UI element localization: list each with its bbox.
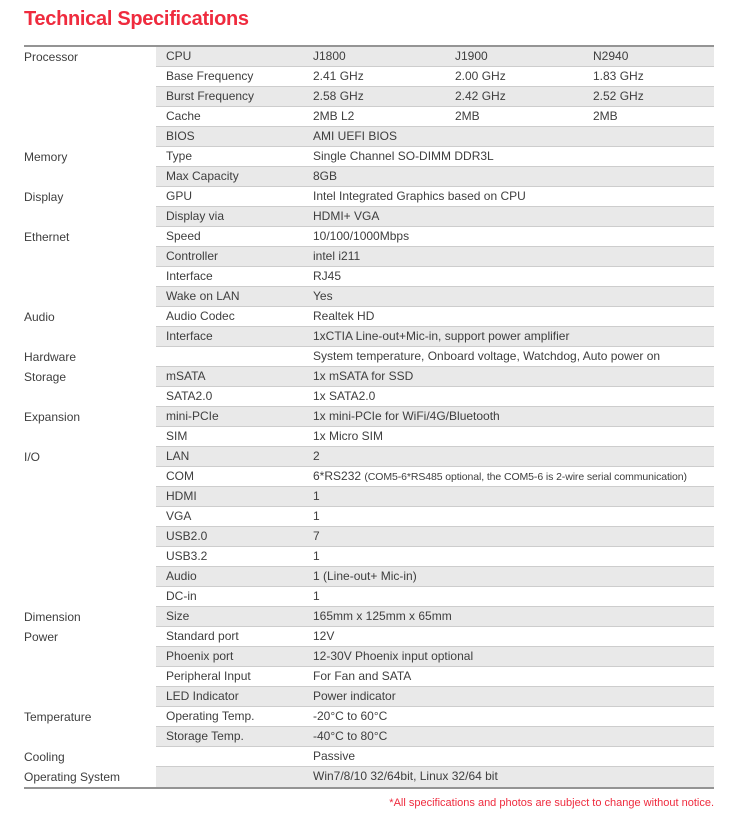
value-area bbox=[310, 347, 714, 366]
category-label bbox=[24, 567, 156, 587]
value-cell bbox=[313, 707, 714, 726]
attribute-label: Storage Temp. bbox=[166, 729, 244, 743]
spec-row bbox=[24, 687, 714, 707]
value-area bbox=[310, 567, 714, 586]
value-cell: J1800 bbox=[313, 49, 346, 63]
category-label bbox=[24, 427, 156, 447]
spec-row-body bbox=[156, 727, 714, 747]
spec-row-body bbox=[156, 247, 714, 267]
value-area bbox=[310, 267, 714, 286]
value-area bbox=[310, 507, 714, 526]
category-label bbox=[24, 127, 156, 147]
value-cell bbox=[313, 587, 714, 606]
value-area bbox=[310, 387, 714, 406]
value-text: AMI UEFI BIOS bbox=[313, 129, 398, 143]
spec-row bbox=[24, 427, 714, 447]
value-cell bbox=[313, 447, 714, 466]
spec-row bbox=[24, 227, 714, 247]
category-label bbox=[24, 507, 156, 527]
attribute-label bbox=[156, 347, 310, 366]
spec-row-body bbox=[156, 627, 714, 647]
attribute-label bbox=[156, 747, 310, 766]
value-text: 12-30V Phoenix input optional bbox=[313, 649, 474, 663]
spec-row bbox=[24, 487, 714, 507]
value-cell bbox=[313, 367, 714, 386]
spec-row-body bbox=[156, 287, 714, 307]
category-label: Hardware bbox=[24, 347, 156, 367]
value-cell bbox=[313, 227, 714, 246]
spec-row bbox=[24, 707, 714, 727]
value-cell bbox=[313, 467, 714, 486]
category-label bbox=[24, 527, 156, 547]
category-label bbox=[24, 727, 156, 747]
category-label bbox=[24, 267, 156, 287]
attribute-label: Display via bbox=[166, 209, 225, 223]
category-label: Dimension bbox=[24, 607, 156, 627]
value-cell bbox=[313, 247, 714, 266]
spec-row-body bbox=[156, 87, 714, 107]
value-cell bbox=[313, 307, 714, 326]
value-text: intel i211 bbox=[313, 249, 361, 263]
attribute-label: Audio bbox=[166, 569, 197, 583]
spec-row bbox=[24, 127, 714, 147]
spec-row-body bbox=[156, 47, 714, 67]
value-cell: 2.58 GHz bbox=[313, 89, 364, 103]
category-label: Storage bbox=[24, 367, 156, 387]
value-area bbox=[310, 247, 714, 266]
spec-row bbox=[24, 447, 714, 467]
value-area bbox=[310, 67, 714, 86]
attribute-label: Max Capacity bbox=[166, 169, 239, 183]
spec-row bbox=[24, 727, 714, 747]
spec-row bbox=[24, 327, 714, 347]
value-text: Yes bbox=[313, 289, 333, 303]
spec-row-body bbox=[156, 167, 714, 187]
value-cell bbox=[313, 207, 714, 226]
spec-row bbox=[24, 547, 714, 567]
attribute-label: HDMI bbox=[166, 489, 197, 503]
value-cell bbox=[313, 147, 714, 166]
attribute-label: Cache bbox=[166, 109, 201, 123]
value-area bbox=[310, 447, 714, 466]
spec-row-body bbox=[156, 347, 714, 367]
attribute-label: Interface bbox=[166, 329, 213, 343]
value-area bbox=[310, 547, 714, 566]
value-area bbox=[310, 47, 714, 66]
value-cell bbox=[313, 767, 714, 787]
spec-row-body bbox=[156, 647, 714, 667]
spec-row bbox=[24, 287, 714, 307]
value-cell bbox=[313, 187, 714, 206]
value-text: 12V bbox=[313, 629, 335, 643]
category-label bbox=[24, 207, 156, 227]
category-label bbox=[24, 67, 156, 87]
attribute-label: Standard port bbox=[166, 629, 239, 643]
category-label bbox=[24, 487, 156, 507]
value-area bbox=[310, 227, 714, 246]
attribute-label: Burst Frequency bbox=[166, 89, 255, 103]
value-text: System temperature, Onboard voltage, Watchdog, Auto power on bbox=[313, 349, 661, 363]
attribute-label: Base Frequency bbox=[166, 69, 254, 83]
category-label: Ethernet bbox=[24, 227, 156, 247]
value-area bbox=[310, 427, 714, 446]
value-cell bbox=[313, 407, 714, 426]
value-area bbox=[310, 587, 714, 606]
value-cell bbox=[313, 727, 714, 746]
value-cell bbox=[313, 347, 714, 366]
value-area bbox=[310, 687, 714, 706]
category-label: Power bbox=[24, 627, 156, 647]
spec-row-body bbox=[156, 147, 714, 167]
value-cell bbox=[313, 567, 714, 586]
attribute-label: Wake on LAN bbox=[166, 289, 240, 303]
category-label bbox=[24, 647, 156, 667]
attribute-label: Type bbox=[166, 149, 193, 163]
spec-row-body bbox=[156, 567, 714, 587]
spec-row bbox=[24, 207, 714, 227]
spec-row-body bbox=[156, 507, 714, 527]
value-area bbox=[310, 607, 714, 626]
value-cell: 2MB bbox=[455, 109, 480, 123]
attribute-label: Audio Codec bbox=[166, 309, 235, 323]
value-area bbox=[310, 187, 714, 206]
attribute-label: mini-PCIe bbox=[166, 409, 219, 423]
spec-row bbox=[24, 307, 714, 327]
category-label bbox=[24, 247, 156, 267]
spec-row bbox=[24, 387, 714, 407]
value-area bbox=[310, 367, 714, 386]
attribute-label: mSATA bbox=[166, 369, 206, 383]
spec-row bbox=[24, 187, 714, 207]
value-text: 1 (Line-out+ Mic-in) bbox=[313, 569, 417, 583]
value-cell bbox=[313, 627, 714, 646]
value-text: 165mm x 125mm x 65mm bbox=[313, 609, 452, 623]
attribute-label: BIOS bbox=[166, 129, 195, 143]
category-label: Memory bbox=[24, 147, 156, 167]
value-cell bbox=[313, 267, 714, 286]
attribute-label: CPU bbox=[166, 49, 192, 63]
spec-row-body bbox=[156, 547, 714, 567]
spec-row-body bbox=[156, 687, 714, 707]
attribute-label: USB2.0 bbox=[166, 529, 208, 543]
category-label bbox=[24, 167, 156, 187]
value-cell bbox=[313, 667, 714, 686]
spec-row-body bbox=[156, 107, 714, 127]
value-area bbox=[310, 767, 714, 787]
value-area bbox=[310, 147, 714, 166]
category-label bbox=[24, 387, 156, 407]
spec-row-body bbox=[156, 387, 714, 407]
spec-row bbox=[24, 407, 714, 427]
attribute-label: LAN bbox=[166, 449, 190, 463]
spec-row bbox=[24, 607, 714, 627]
attribute-label: SIM bbox=[166, 429, 188, 443]
value-cell bbox=[313, 647, 714, 666]
attribute-label: LED Indicator bbox=[166, 689, 239, 703]
value-cell: 2MB L2 bbox=[313, 109, 355, 123]
value-cell bbox=[313, 527, 714, 546]
value-cell: 2.42 GHz bbox=[455, 89, 506, 103]
spec-row bbox=[24, 567, 714, 587]
spec-row-body bbox=[156, 467, 714, 487]
value-text: 1 bbox=[313, 489, 320, 503]
spec-row bbox=[24, 467, 714, 487]
value-text: -20°C to 60°C bbox=[313, 709, 388, 723]
spec-row bbox=[24, 647, 714, 667]
spec-row bbox=[24, 747, 714, 767]
value-cell bbox=[313, 487, 714, 506]
attribute-label: Speed bbox=[166, 229, 201, 243]
value-area bbox=[310, 527, 714, 546]
value-cell: 2.00 GHz bbox=[455, 69, 506, 83]
value-text: 6*RS232 bbox=[313, 469, 365, 483]
spec-row bbox=[24, 107, 714, 127]
value-text: RJ45 bbox=[313, 269, 342, 283]
value-area bbox=[310, 127, 714, 146]
attribute-label: Size bbox=[166, 609, 190, 623]
spec-row bbox=[24, 667, 714, 687]
category-label bbox=[24, 687, 156, 707]
attribute-label: VGA bbox=[166, 509, 192, 523]
attribute-label: GPU bbox=[166, 189, 193, 203]
spec-row bbox=[24, 87, 714, 107]
value-area bbox=[310, 87, 714, 106]
value-area bbox=[310, 327, 714, 346]
spec-row-body bbox=[156, 607, 714, 627]
value-area bbox=[310, 667, 714, 686]
spec-row-body bbox=[156, 267, 714, 287]
value-area bbox=[310, 207, 714, 226]
value-area bbox=[310, 287, 714, 306]
value-area bbox=[310, 307, 714, 326]
category-label bbox=[24, 547, 156, 567]
spec-row-body bbox=[156, 767, 714, 787]
spec-row-body bbox=[156, 667, 714, 687]
spec-row-body bbox=[156, 707, 714, 727]
category-label: Operating System bbox=[24, 767, 156, 787]
attribute-label: COM bbox=[166, 469, 194, 483]
spec-row-body bbox=[156, 487, 714, 507]
spec-row-body bbox=[156, 407, 714, 427]
spec-table bbox=[24, 45, 714, 789]
spec-row-body bbox=[156, 527, 714, 547]
category-label: Processor bbox=[24, 47, 156, 67]
value-text: Power indicator bbox=[313, 689, 396, 703]
attribute-label: Peripheral Input bbox=[166, 669, 251, 683]
value-text: 1x SATA2.0 bbox=[313, 389, 376, 403]
spec-row-body bbox=[156, 747, 714, 767]
category-label bbox=[24, 87, 156, 107]
value-text: 1x mini-PCIe for WiFi/4G/Bluetooth bbox=[313, 409, 500, 423]
spec-row bbox=[24, 507, 714, 527]
spec-row bbox=[24, 47, 714, 67]
attribute-label: DC-in bbox=[166, 589, 197, 603]
attribute-label bbox=[156, 767, 310, 787]
value-cell bbox=[313, 507, 714, 526]
value-area bbox=[310, 167, 714, 186]
category-label bbox=[24, 587, 156, 607]
category-label bbox=[24, 327, 156, 347]
spec-row bbox=[24, 267, 714, 287]
value-text: 1 bbox=[313, 549, 320, 563]
value-cell bbox=[313, 427, 714, 446]
spec-row-body bbox=[156, 367, 714, 387]
value-text: 1xCTIA Line-out+Mic-in, support power amplifier bbox=[313, 329, 570, 343]
value-area bbox=[310, 747, 714, 766]
spec-row bbox=[24, 527, 714, 547]
value-text: Single Channel SO-DIMM DDR3L bbox=[313, 149, 494, 163]
value-text: HDMI+ VGA bbox=[313, 209, 380, 223]
spec-row bbox=[24, 147, 714, 167]
value-text: 10/100/1000Mbps bbox=[313, 229, 410, 243]
spec-row bbox=[24, 767, 714, 787]
value-cell bbox=[313, 287, 714, 306]
value-text: 1x mSATA for SSD bbox=[313, 369, 414, 383]
attribute-label: SATA2.0 bbox=[166, 389, 213, 403]
value-text: 1 bbox=[313, 589, 320, 603]
value-area bbox=[310, 727, 714, 746]
spec-row-body bbox=[156, 307, 714, 327]
value-cell: 1.83 GHz bbox=[593, 69, 644, 83]
category-label: Expansion bbox=[24, 407, 156, 427]
value-cell bbox=[313, 547, 714, 566]
category-label: I/O bbox=[24, 447, 156, 467]
category-label bbox=[24, 107, 156, 127]
value-cell bbox=[313, 687, 714, 706]
value-cell bbox=[313, 127, 714, 146]
spec-row bbox=[24, 167, 714, 187]
category-label: Display bbox=[24, 187, 156, 207]
spec-row bbox=[24, 67, 714, 87]
value-cell: 2.52 GHz bbox=[593, 89, 644, 103]
attribute-label: Interface bbox=[166, 269, 213, 283]
category-label: Temperature bbox=[24, 707, 156, 727]
value-text: 8GB bbox=[313, 169, 338, 183]
value-note: (COM5-6*RS485 optional, the COM5-6 is 2-wire serial communication) bbox=[364, 471, 687, 483]
attribute-label: USB3.2 bbox=[166, 549, 208, 563]
category-label bbox=[24, 287, 156, 307]
attribute-label: Phoenix port bbox=[166, 649, 234, 663]
value-area bbox=[310, 627, 714, 646]
spec-row-body bbox=[156, 67, 714, 87]
value-text: 7 bbox=[313, 529, 320, 543]
spec-row bbox=[24, 627, 714, 647]
value-area bbox=[310, 407, 714, 426]
value-cell bbox=[313, 607, 714, 626]
value-text: Win7/8/10 32/64bit, Linux 32/64 bit bbox=[313, 769, 498, 783]
value-text: For Fan and SATA bbox=[313, 669, 412, 683]
value-cell: N2940 bbox=[593, 49, 629, 63]
value-text: Realtek HD bbox=[313, 309, 375, 323]
value-area bbox=[310, 707, 714, 726]
spec-row-body bbox=[156, 447, 714, 467]
spec-row-body bbox=[156, 327, 714, 347]
spec-row-body bbox=[156, 127, 714, 147]
spec-row-body bbox=[156, 587, 714, 607]
spec-row bbox=[24, 367, 714, 387]
spec-row bbox=[24, 347, 714, 367]
value-cell: 2MB bbox=[593, 109, 618, 123]
page-title: Technical Specifications bbox=[24, 8, 249, 30]
value-area bbox=[310, 467, 714, 486]
value-area bbox=[310, 647, 714, 666]
spec-row-body bbox=[156, 207, 714, 227]
attribute-label: Controller bbox=[166, 249, 219, 263]
value-cell: J1900 bbox=[455, 49, 488, 63]
spec-row-body bbox=[156, 427, 714, 447]
value-cell bbox=[313, 387, 714, 406]
category-label: Cooling bbox=[24, 747, 156, 767]
spec-row-body bbox=[156, 187, 714, 207]
value-area bbox=[310, 487, 714, 506]
value-text: Intel Integrated Graphics based on CPU bbox=[313, 189, 526, 203]
value-cell bbox=[313, 747, 714, 766]
value-text: Passive bbox=[313, 749, 356, 763]
spec-row-body bbox=[156, 227, 714, 247]
category-label bbox=[24, 667, 156, 687]
footnote-disclaimer: *All specifications and photos are subject to change without notice. bbox=[389, 797, 714, 809]
value-text: 1 bbox=[313, 509, 320, 523]
spec-row bbox=[24, 587, 714, 607]
spec-row bbox=[24, 247, 714, 267]
value-cell: 2.41 GHz bbox=[313, 69, 364, 83]
attribute-label: Operating Temp. bbox=[166, 709, 255, 723]
value-area bbox=[310, 107, 714, 126]
value-cell bbox=[313, 167, 714, 186]
value-text: 2 bbox=[313, 449, 320, 463]
value-text: 1x Micro SIM bbox=[313, 429, 384, 443]
category-label bbox=[24, 467, 156, 487]
category-label: Audio bbox=[24, 307, 156, 327]
value-cell bbox=[313, 327, 714, 346]
value-text: -40°C to 80°C bbox=[313, 729, 388, 743]
